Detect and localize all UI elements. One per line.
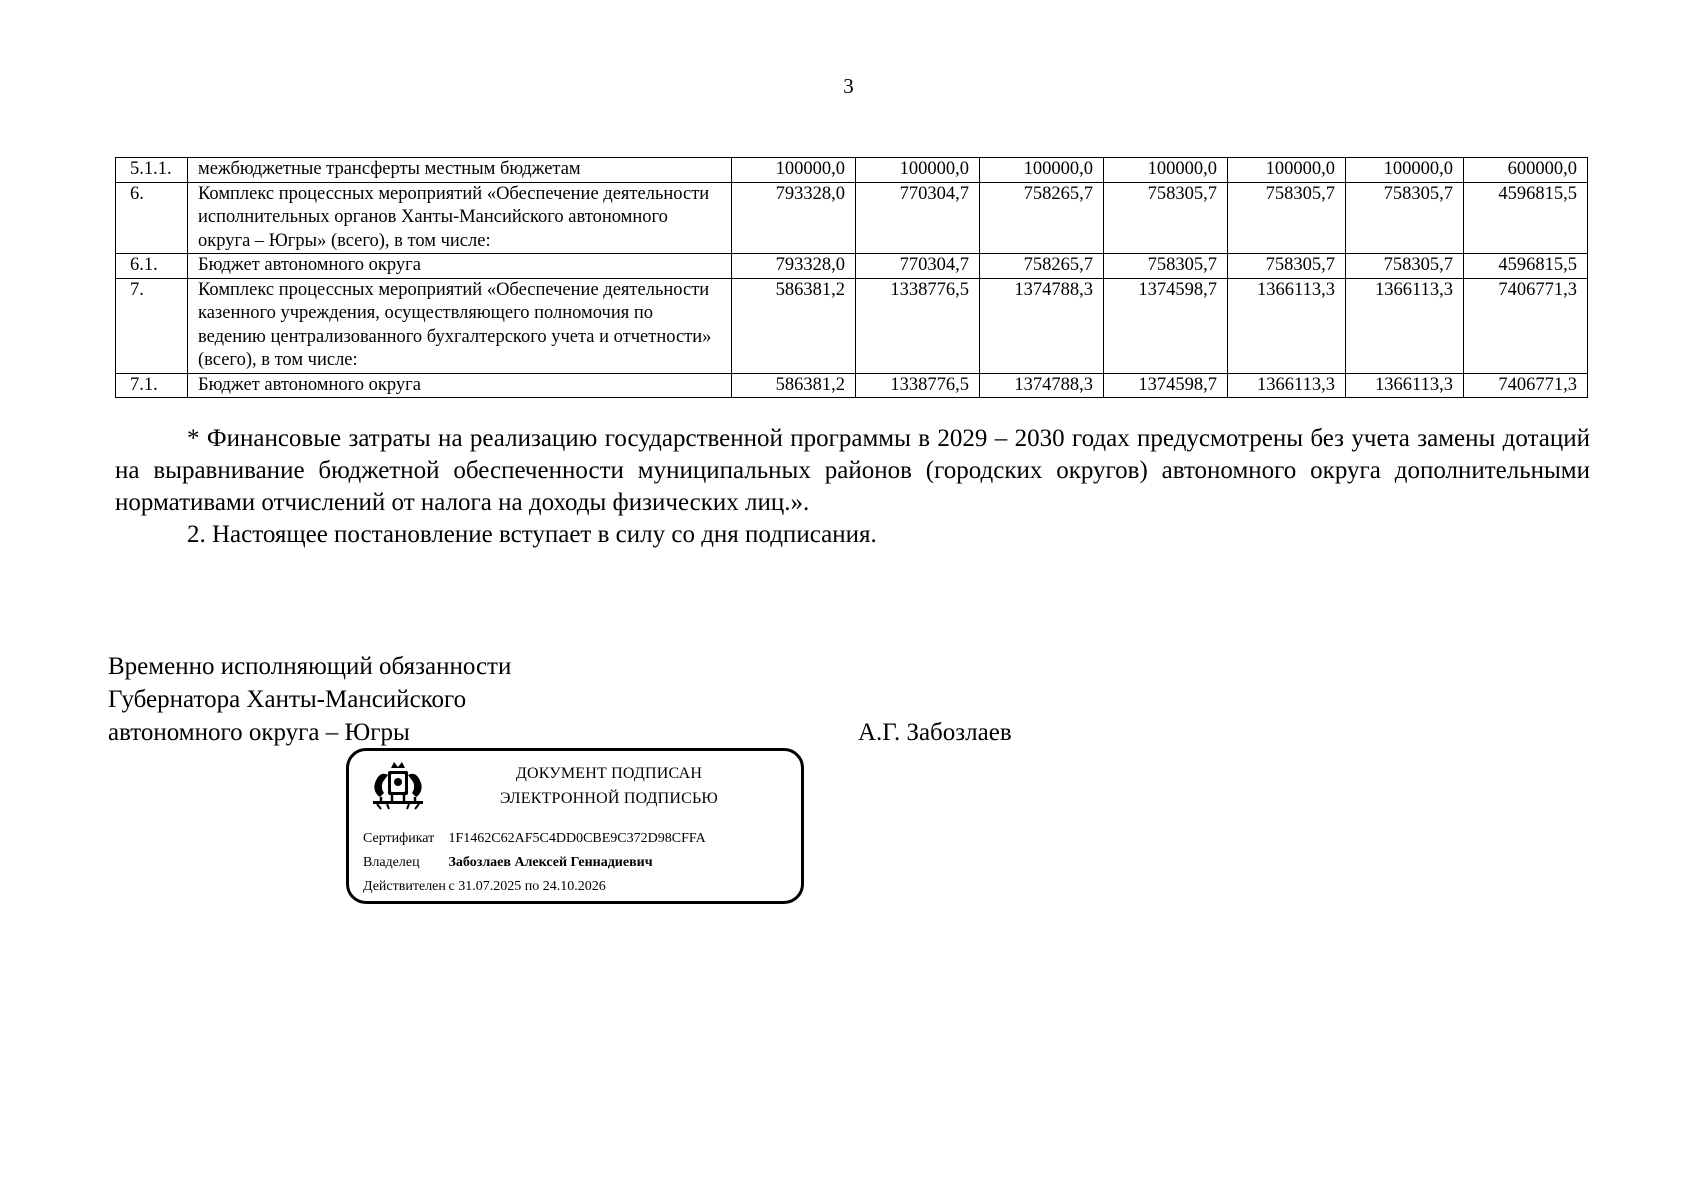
- row-number: 6.: [116, 182, 188, 254]
- row-value: 1366113,3: [1228, 278, 1346, 373]
- table-row: [116, 373, 1588, 398]
- owner-value: Забозлаев Алексей Геннадиевич: [448, 855, 653, 870]
- row-number: 7.: [116, 278, 188, 373]
- row-value: 1374598,7: [1104, 278, 1228, 373]
- row-value: 600000,0: [1464, 158, 1588, 183]
- signer-line-2: Губернатора Ханты-Мансийского: [108, 686, 467, 713]
- certificate-label: Сертификат: [363, 831, 435, 846]
- coat-of-arms-icon: [367, 759, 429, 811]
- row-value: 758305,7: [1228, 182, 1346, 254]
- clause-2: 2. Настоящее постановление вступает в силу со дня подписания.: [187, 521, 877, 548]
- row-value: 1338776,5: [856, 373, 980, 398]
- budget-table: [115, 157, 1588, 398]
- row-value: 758305,7: [1346, 182, 1464, 254]
- row-description: Комплекс процессных мероприятий «Обеспечение деятельности казенного учреждения, осуществляющего полномочия по ведению централизованного бухгалтерского учета и отчетности» (всего), в том числе:: [188, 278, 732, 373]
- row-value: 770304,7: [856, 182, 980, 254]
- row-value: 100000,0: [980, 158, 1104, 183]
- stamp-title-line-2: ЭЛЕКТРОННОЙ ПОДПИСЬЮ: [499, 790, 719, 807]
- row-value: 758265,7: [980, 182, 1104, 254]
- row-value: 100000,0: [856, 158, 980, 183]
- table-row: [116, 158, 1588, 183]
- row-value: 1338776,5: [856, 278, 980, 373]
- row-value: 1366113,3: [1228, 373, 1346, 398]
- validity-label: Действителен: [363, 879, 446, 894]
- row-value: 100000,0: [732, 158, 856, 183]
- row-value: 1374598,7: [1104, 373, 1228, 398]
- certificate-row: [363, 829, 706, 849]
- row-value: 4596815,5: [1464, 254, 1588, 279]
- table-row: [116, 278, 1588, 373]
- row-value: 586381,2: [732, 278, 856, 373]
- row-value: 7406771,3: [1464, 373, 1588, 398]
- certificate-value: 1F1462C62AF5C4DD0CBE9C372D98CFFA: [448, 831, 706, 846]
- row-value: 793328,0: [732, 254, 856, 279]
- table-row: [116, 254, 1588, 279]
- owner-row: [363, 853, 653, 873]
- row-description: Комплекс процессных мероприятий «Обеспечение деятельности исполнительных органов Ханты-Мансийского автономного округа – Югры» (всего), в том числе:: [188, 182, 732, 254]
- row-description: Бюджет автономного округа: [188, 254, 732, 279]
- row-description: межбюджетные трансферты местным бюджетам: [188, 158, 732, 183]
- row-number: 6.1.: [116, 254, 188, 279]
- row-value: 1366113,3: [1346, 373, 1464, 398]
- body-text: [115, 423, 1590, 551]
- e-signature-stamp: [346, 748, 804, 904]
- row-value: 758305,7: [1228, 254, 1346, 279]
- row-value: 758265,7: [980, 254, 1104, 279]
- validity-row: [363, 877, 606, 897]
- validity-value: с 31.07.2025 по 24.10.2026: [448, 879, 606, 894]
- stamp-title-line-1: ДОКУМЕНТ ПОДПИСАН: [515, 765, 703, 782]
- signer-position: [108, 650, 511, 749]
- row-value: 100000,0: [1346, 158, 1464, 183]
- table-row: [116, 182, 1588, 254]
- row-value: 793328,0: [732, 182, 856, 254]
- signer-line-3: автономного округа – Югры: [108, 719, 410, 746]
- row-value: 7406771,3: [1464, 278, 1588, 373]
- stamp-title: [459, 761, 759, 811]
- row-value: 1374788,3: [980, 278, 1104, 373]
- page-number: 3: [843, 74, 854, 98]
- row-value: 586381,2: [732, 373, 856, 398]
- row-value: 770304,7: [856, 254, 980, 279]
- signer-line-1: Временно исполняющий обязанности: [108, 653, 512, 680]
- owner-label: Владелец: [363, 855, 420, 870]
- signer-name: А.Г. Забозлаев: [858, 719, 1012, 746]
- row-value: 4596815,5: [1464, 182, 1588, 254]
- row-value: 1366113,3: [1346, 278, 1464, 373]
- footnote: * Финансовые затраты на реализацию государственной программы в 2029 – 2030 годах предусмотрены без учета замены дотаций на выравнивание бюджетной обеспеченности муниципальных районов (городских округов) автономного округа дополнительными нормативами отчислений от налога на доходы физических лиц.».: [115, 425, 1590, 516]
- row-value: 1374788,3: [980, 373, 1104, 398]
- row-number: 7.1.: [116, 373, 188, 398]
- row-value: 758305,7: [1104, 182, 1228, 254]
- row-description: Бюджет автономного округа: [188, 373, 732, 398]
- row-value: 100000,0: [1104, 158, 1228, 183]
- row-value: 758305,7: [1104, 254, 1228, 279]
- row-number: 5.1.1.: [116, 158, 188, 183]
- row-value: 758305,7: [1346, 254, 1464, 279]
- row-value: 100000,0: [1228, 158, 1346, 183]
